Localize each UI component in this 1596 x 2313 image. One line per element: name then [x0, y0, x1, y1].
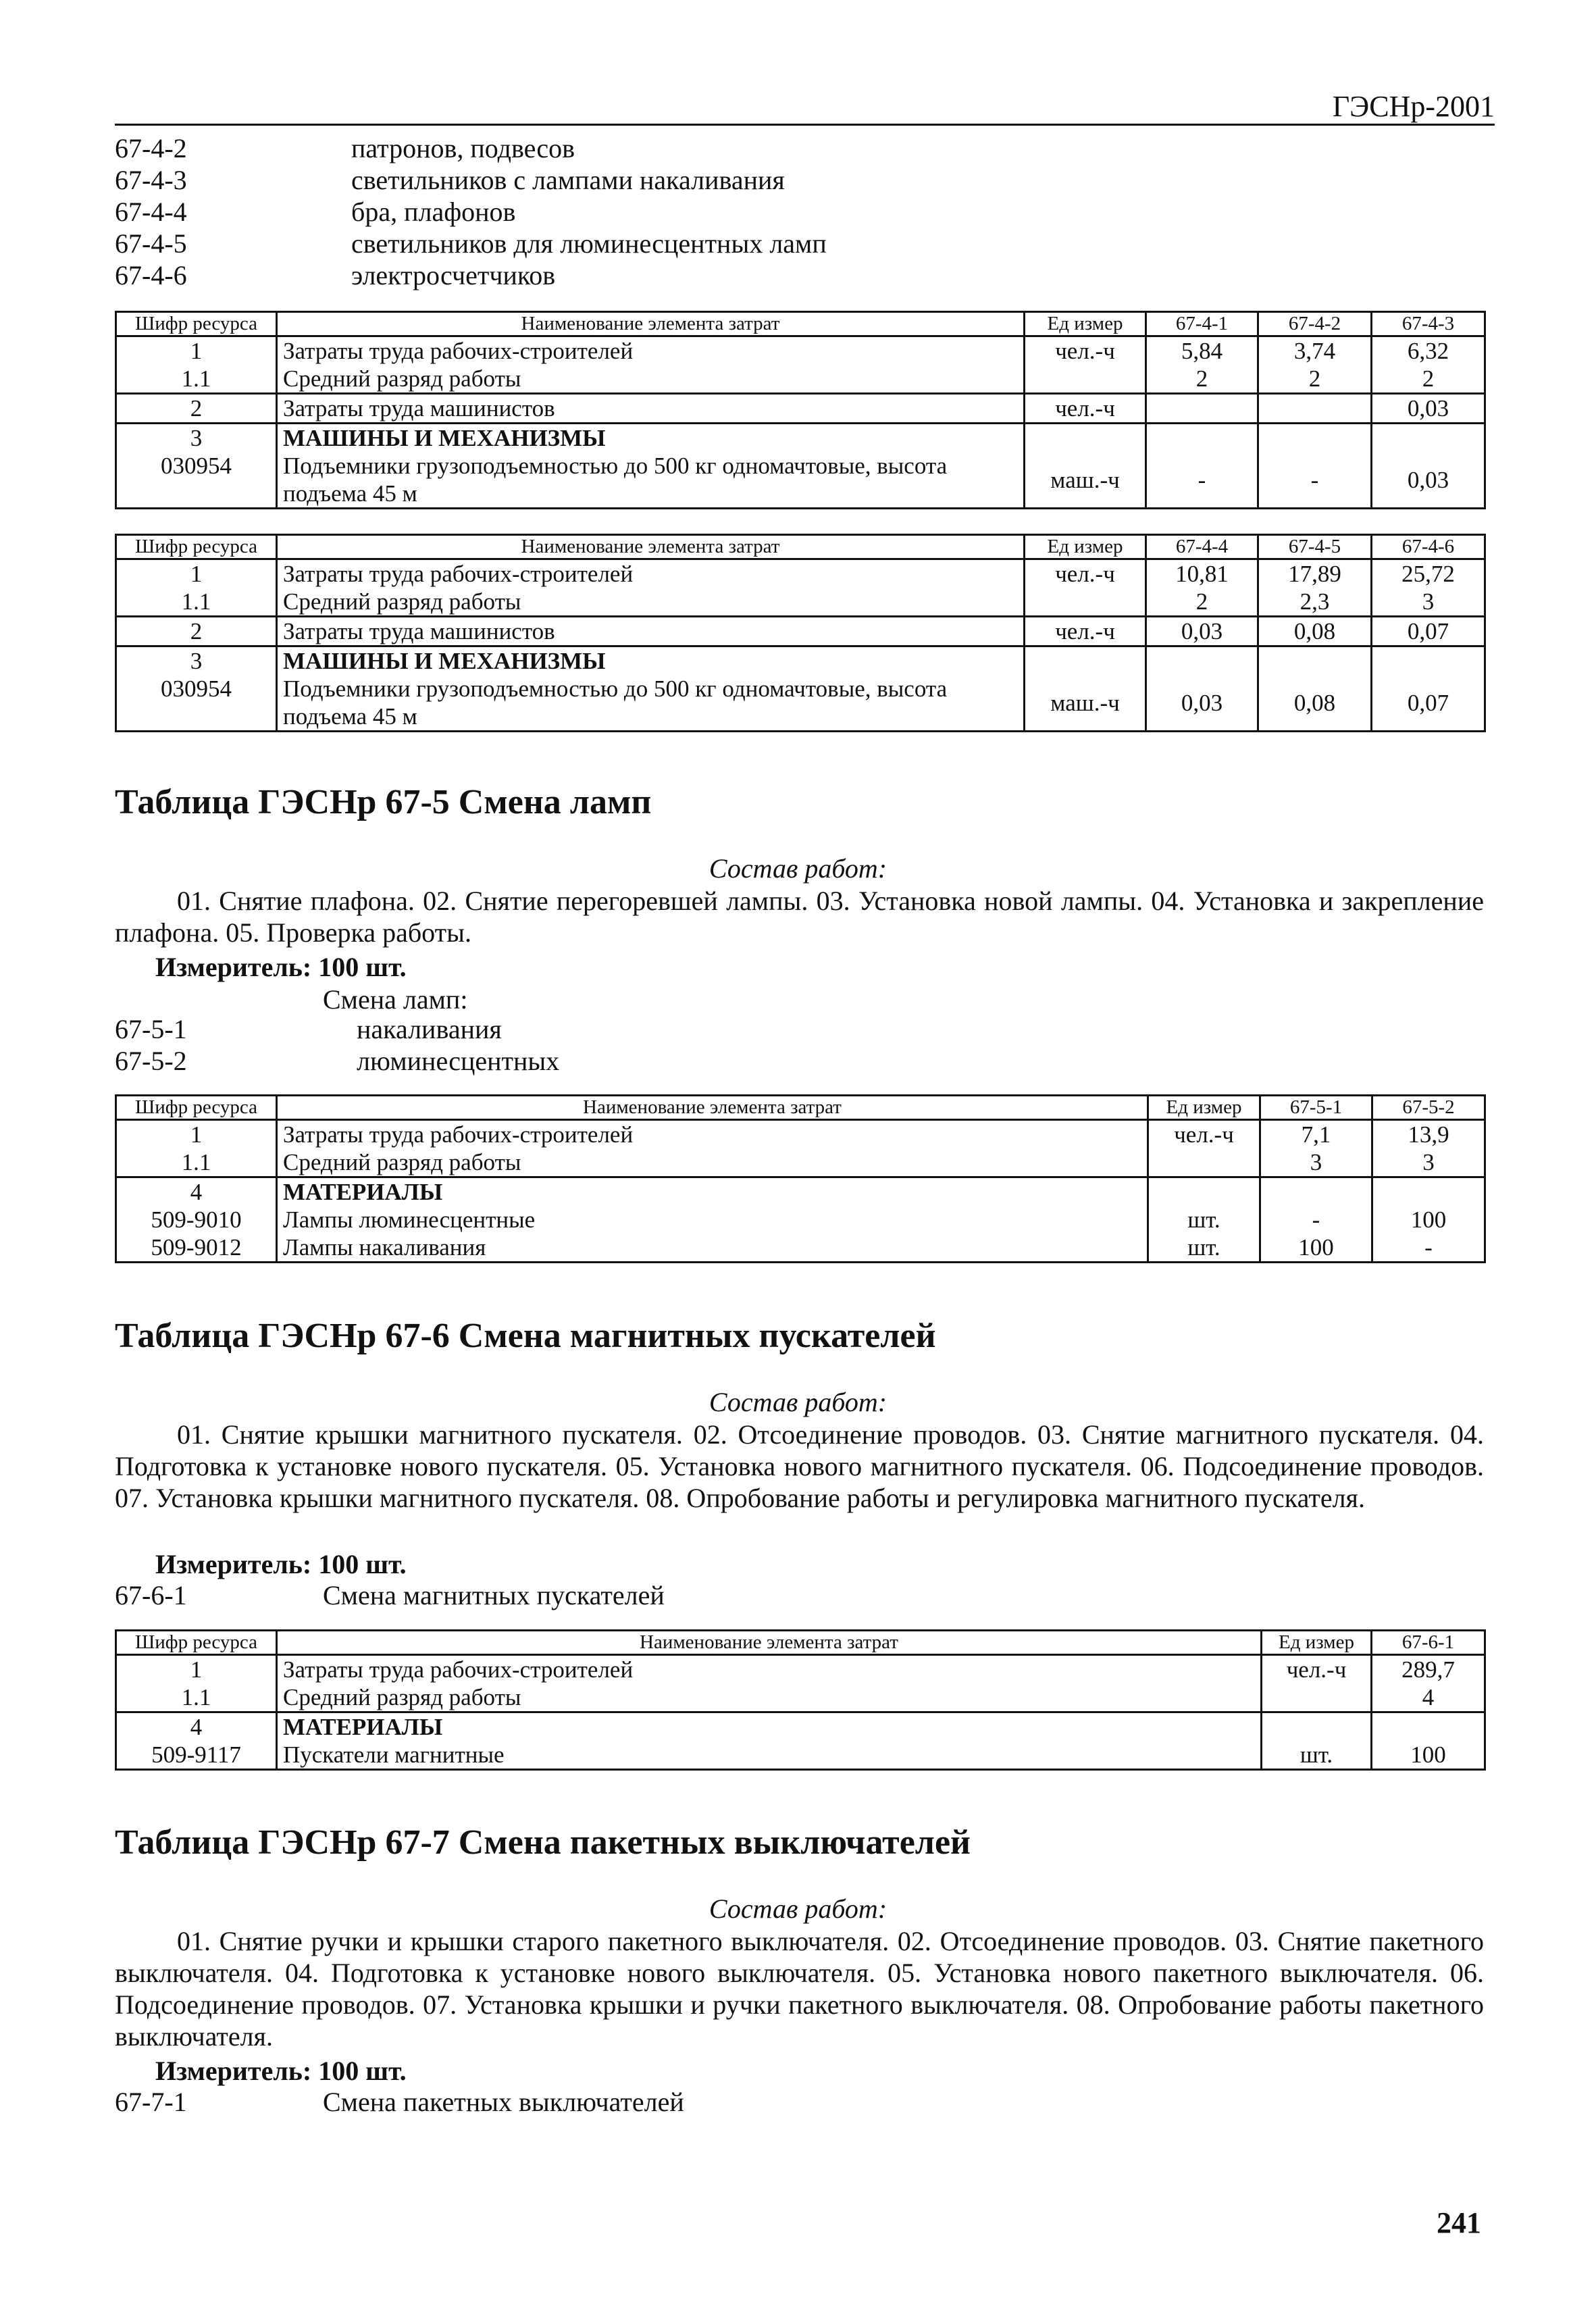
table-row	[116, 1655, 1485, 1684]
work-composition-text: 01. Снятие крышки магнитного пускателя. 02. Отсоединение проводов. 03. Снятие магнитного пускателя. 04. Подготовка к установке нового пускателя. 05. Установка нового магнитного пускателя. 06. Подсоединение проводов. 07. Установка крышки магнитного пускателя. 08. Опробование работы и регулировка магнитного пускателя.	[115, 1419, 1484, 1513]
cell-value: 25,72	[1372, 559, 1485, 588]
table-row	[116, 365, 1485, 394]
cell-unit: маш.-ч	[1025, 675, 1146, 732]
header-unit: Ед измер	[1148, 1096, 1260, 1120]
cell-name: Средний разряд работы	[277, 1683, 1262, 1712]
cell-unit: чел.-ч	[1262, 1655, 1372, 1684]
table-row	[116, 617, 1485, 646]
item-text: бра, плафонов	[351, 197, 516, 227]
measure-label: Измеритель:	[155, 1549, 312, 1579]
table-row	[116, 424, 1485, 453]
cell-cipher: 1.1	[116, 365, 277, 394]
cell-unit: чел.-ч	[1025, 559, 1146, 588]
cell-value	[1258, 424, 1372, 453]
header-col: 67-4-5	[1258, 535, 1372, 559]
header-col: 67-4-1	[1146, 312, 1258, 336]
header-col: 67-4-3	[1372, 312, 1485, 336]
cell-value: 0,07	[1372, 617, 1485, 646]
cell-value: 289,7	[1372, 1655, 1485, 1684]
cell-unit: шт.	[1148, 1234, 1260, 1263]
header-name: Наименование элемента затрат	[277, 1631, 1262, 1655]
cell-value	[1260, 1177, 1372, 1206]
header-cipher: Шифр ресурса	[116, 1096, 277, 1120]
cell-value	[1146, 424, 1258, 453]
cell-cipher: 2	[116, 617, 277, 646]
cell-name: Подъемники грузоподъемностью до 500 кг одномачтовые, высота подъема 45 м	[277, 675, 1025, 732]
header-unit: Ед измер	[1262, 1631, 1372, 1655]
item-text: светильников с лампами накаливания	[351, 165, 785, 195]
table-header-row	[116, 1096, 1485, 1120]
cell-unit: шт.	[1148, 1206, 1260, 1234]
measure-value: 100 шт.	[318, 952, 407, 982]
section7-item-list	[115, 2086, 684, 2118]
cell-unit	[1148, 1177, 1260, 1206]
table-row	[116, 675, 1485, 732]
cell-cipher: 1	[116, 1120, 277, 1149]
cell-name: Средний разряд работы	[277, 588, 1025, 617]
section6-item-list	[115, 1579, 665, 1611]
cell-name: Лампы люминесцентные	[277, 1206, 1148, 1234]
cell-cipher: 1	[116, 1655, 277, 1684]
cell-value: -	[1260, 1206, 1372, 1234]
cell-value	[1372, 646, 1485, 676]
header-col: 67-5-1	[1260, 1096, 1372, 1120]
header-divider	[115, 124, 1495, 126]
cell-unit: чел.-ч	[1025, 617, 1146, 646]
measure-value: 100 шт.	[318, 1549, 407, 1579]
table-row	[116, 1177, 1485, 1206]
list-item	[115, 164, 827, 196]
table-row	[116, 1206, 1485, 1234]
work-composition-label: Состав работ:	[709, 853, 887, 884]
cell-cipher: 1.1	[116, 1148, 277, 1177]
table-header-row	[116, 535, 1485, 559]
cell-unit	[1262, 1712, 1372, 1742]
resource-table-67-4-1-3	[115, 311, 1486, 509]
item-text: светильников для люминесцентных ламп	[351, 228, 827, 259]
item-text: накаливания	[357, 1014, 502, 1044]
cell-value: 2,3	[1258, 588, 1372, 617]
resource-table-67-5	[115, 1094, 1486, 1263]
cell-cipher: 509-9117	[116, 1741, 277, 1770]
cell-value: -	[1146, 452, 1258, 509]
cell-unit	[1148, 1148, 1260, 1177]
cell-value: 0,08	[1258, 617, 1372, 646]
header-unit: Ед измер	[1025, 535, 1146, 559]
cell-value	[1258, 394, 1372, 424]
cell-value	[1258, 646, 1372, 676]
cell-value: 7,1	[1260, 1120, 1372, 1149]
cell-name: Лампы накаливания	[277, 1234, 1148, 1263]
list-item	[115, 132, 827, 164]
cell-value: 3	[1260, 1148, 1372, 1177]
cell-value: 6,32	[1372, 336, 1485, 365]
header-unit: Ед измер	[1025, 312, 1146, 336]
cell-value: 0,08	[1258, 675, 1372, 732]
page-number: 241	[1437, 2206, 1481, 2239]
table-row	[116, 336, 1485, 365]
header-col: 67-6-1	[1372, 1631, 1485, 1655]
list-item	[115, 196, 827, 228]
list-item	[115, 1045, 559, 1077]
cell-name: МАШИНЫ И МЕХАНИЗМЫ	[277, 646, 1025, 676]
item-text: Смена пакетных выключателей	[323, 2087, 684, 2117]
cell-name: Пускатели магнитные	[277, 1741, 1262, 1770]
work-composition-label: Состав работ:	[709, 1387, 887, 1417]
cell-unit	[1025, 365, 1146, 394]
header-name: Наименование элемента затрат	[277, 312, 1025, 336]
cell-unit: чел.-ч	[1148, 1120, 1260, 1149]
resource-table-67-4-4-6	[115, 534, 1486, 732]
cell-cipher: 1.1	[116, 588, 277, 617]
cell-cipher: 1	[116, 559, 277, 588]
cell-value: 3	[1372, 588, 1485, 617]
table-header-row	[116, 312, 1485, 336]
cell-value: 3	[1372, 1148, 1485, 1177]
cell-cipher: 3	[116, 424, 277, 453]
table-row	[116, 1683, 1485, 1712]
table-row	[116, 1234, 1485, 1263]
cell-unit	[1025, 588, 1146, 617]
measure-line	[155, 1548, 407, 1580]
table-row	[116, 1148, 1485, 1177]
work-composition-label: Состав работ:	[709, 1893, 887, 1924]
cell-value: 100	[1260, 1234, 1372, 1263]
table-header-row	[116, 1631, 1485, 1655]
cell-name: МАШИНЫ И МЕХАНИЗМЫ	[277, 424, 1025, 453]
cell-name: Средний разряд работы	[277, 1148, 1148, 1177]
cell-value: 5,84	[1146, 336, 1258, 365]
work-composition-text: 01. Снятие ручки и крышки старого пакетного выключателя. 02. Отсоединение проводов. 03. Снятие пакетного выключателя. 04. Подготовка к установке нового выключателя. 05. Установка нового пакетного выключателя. 06. Подсоединение проводов. 07. Установка крышки и ручки пакетного выключателя. 08. Опробование работы пакетного выключателя.	[115, 1926, 1484, 2052]
cell-name: Затраты труда рабочих-строителей	[277, 1655, 1262, 1684]
cell-value	[1372, 424, 1485, 453]
cell-value: 13,9	[1372, 1120, 1485, 1149]
measure-line	[155, 951, 407, 983]
measure-label: Измеритель:	[155, 952, 312, 982]
cell-value	[1146, 646, 1258, 676]
cell-name: Затраты труда машинистов	[277, 617, 1025, 646]
cell-value: -	[1372, 1234, 1485, 1263]
cell-value: 3,74	[1258, 336, 1372, 365]
cell-name: МАТЕРИАЛЫ	[277, 1177, 1148, 1206]
measure-label: Измеритель:	[155, 2056, 312, 2086]
measure-value: 100 шт.	[318, 2056, 407, 2086]
section-title-67-5: Таблица ГЭСНр 67-5 Смена ламп	[115, 783, 652, 821]
item-code: 67-6-1	[115, 1580, 187, 1610]
cell-name: Затраты труда машинистов	[277, 394, 1025, 424]
table-row	[116, 1712, 1485, 1742]
list-item	[115, 1579, 665, 1611]
cell-cipher: 2	[116, 394, 277, 424]
cell-cipher: 4	[116, 1177, 277, 1206]
item-code: 67-5-1	[115, 1014, 187, 1044]
item-code: 67-4-2	[115, 133, 187, 163]
item-text: люминесцентных	[357, 1046, 560, 1076]
cell-value: 0,07	[1372, 675, 1485, 732]
cell-value: -	[1258, 452, 1372, 509]
cell-name: МАТЕРИАЛЫ	[277, 1712, 1262, 1742]
cell-value: 17,89	[1258, 559, 1372, 588]
section-title-67-7: Таблица ГЭСНр 67-7 Смена пакетных выключателей	[115, 1823, 971, 1862]
cell-value: 2	[1258, 365, 1372, 394]
header-cipher: Шифр ресурса	[116, 312, 277, 336]
header-name: Наименование элемента затрат	[277, 535, 1025, 559]
section5-item-list	[115, 1013, 559, 1077]
list-item	[115, 228, 827, 259]
work-composition-text: 01. Снятие плафона. 02. Снятие перегоревшей лампы. 03. Установка новой лампы. 04. Установка и закрепление плафона. 05. Проверка работы.	[115, 886, 1484, 948]
item-code: 67-4-6	[115, 260, 187, 290]
cell-unit: чел.-ч	[1025, 336, 1146, 365]
cell-name: Подъемники грузоподъемностью до 500 кг одномачтовые, высота подъема 45 м	[277, 452, 1025, 509]
table-row	[116, 559, 1485, 588]
cell-cipher: 030954	[116, 675, 277, 732]
table-row	[116, 1120, 1485, 1149]
item-text: Смена магнитных пускателей	[323, 1580, 665, 1610]
table-row	[116, 394, 1485, 424]
table-row	[116, 1741, 1485, 1770]
subheading: Смена ламп:	[323, 984, 468, 1015]
table-row	[116, 646, 1485, 676]
measure-line	[155, 2055, 407, 2087]
section-title-67-6: Таблица ГЭСНр 67-6 Смена магнитных пускателей	[115, 1317, 936, 1355]
cell-value: 2	[1146, 365, 1258, 394]
header-cipher: Шифр ресурса	[116, 535, 277, 559]
header-name: Наименование элемента затрат	[277, 1096, 1148, 1120]
cell-unit	[1262, 1683, 1372, 1712]
cell-cipher: 4	[116, 1712, 277, 1742]
item-text: патронов, подвесов	[351, 133, 575, 163]
cell-value: 10,81	[1146, 559, 1258, 588]
cell-unit	[1025, 424, 1146, 453]
cell-cipher: 030954	[116, 452, 277, 509]
item-code: 67-4-4	[115, 197, 187, 227]
cell-cipher: 509-9012	[116, 1234, 277, 1263]
item-code: 67-5-2	[115, 1046, 187, 1076]
item-code: 67-4-5	[115, 228, 187, 259]
table-row	[116, 588, 1485, 617]
cell-value: 2	[1372, 365, 1485, 394]
cell-cipher: 1.1	[116, 1683, 277, 1712]
list-item	[115, 259, 827, 291]
cell-unit	[1025, 646, 1146, 676]
cell-cipher: 509-9010	[116, 1206, 277, 1234]
intro-item-list	[115, 132, 827, 291]
item-code: 67-7-1	[115, 2087, 187, 2117]
cell-value: 2	[1146, 588, 1258, 617]
cell-unit: чел.-ч	[1025, 394, 1146, 424]
cell-value: 0,03	[1146, 617, 1258, 646]
cell-value: 100	[1372, 1206, 1485, 1234]
header-col: 67-4-6	[1372, 535, 1485, 559]
resource-table-67-6	[115, 1629, 1486, 1771]
header-cipher: Шифр ресурса	[116, 1631, 277, 1655]
cell-cipher: 3	[116, 646, 277, 676]
cell-value: 0,03	[1372, 394, 1485, 424]
cell-value	[1146, 394, 1258, 424]
header-col: 67-4-4	[1146, 535, 1258, 559]
cell-value: 0,03	[1372, 452, 1485, 509]
cell-value	[1372, 1712, 1485, 1742]
cell-value: 4	[1372, 1683, 1485, 1712]
cell-name: Затраты труда рабочих-строителей	[277, 559, 1025, 588]
table-row	[116, 452, 1485, 509]
cell-unit: шт.	[1262, 1741, 1372, 1770]
header-col: 67-4-2	[1258, 312, 1372, 336]
cell-value: 0,03	[1146, 675, 1258, 732]
document-code-header: ГЭСНр-2001	[1332, 90, 1495, 123]
item-code: 67-4-3	[115, 165, 187, 195]
list-item	[115, 1013, 559, 1045]
cell-name: Затраты труда рабочих-строителей	[277, 336, 1025, 365]
cell-cipher: 1	[116, 336, 277, 365]
header-col: 67-5-2	[1372, 1096, 1485, 1120]
cell-name: Средний разряд работы	[277, 365, 1025, 394]
cell-unit: маш.-ч	[1025, 452, 1146, 509]
cell-value	[1372, 1177, 1485, 1206]
cell-value: 100	[1372, 1741, 1485, 1770]
cell-name: Затраты труда рабочих-строителей	[277, 1120, 1148, 1149]
item-text: электросчетчиков	[351, 260, 556, 290]
list-item	[115, 2086, 684, 2118]
